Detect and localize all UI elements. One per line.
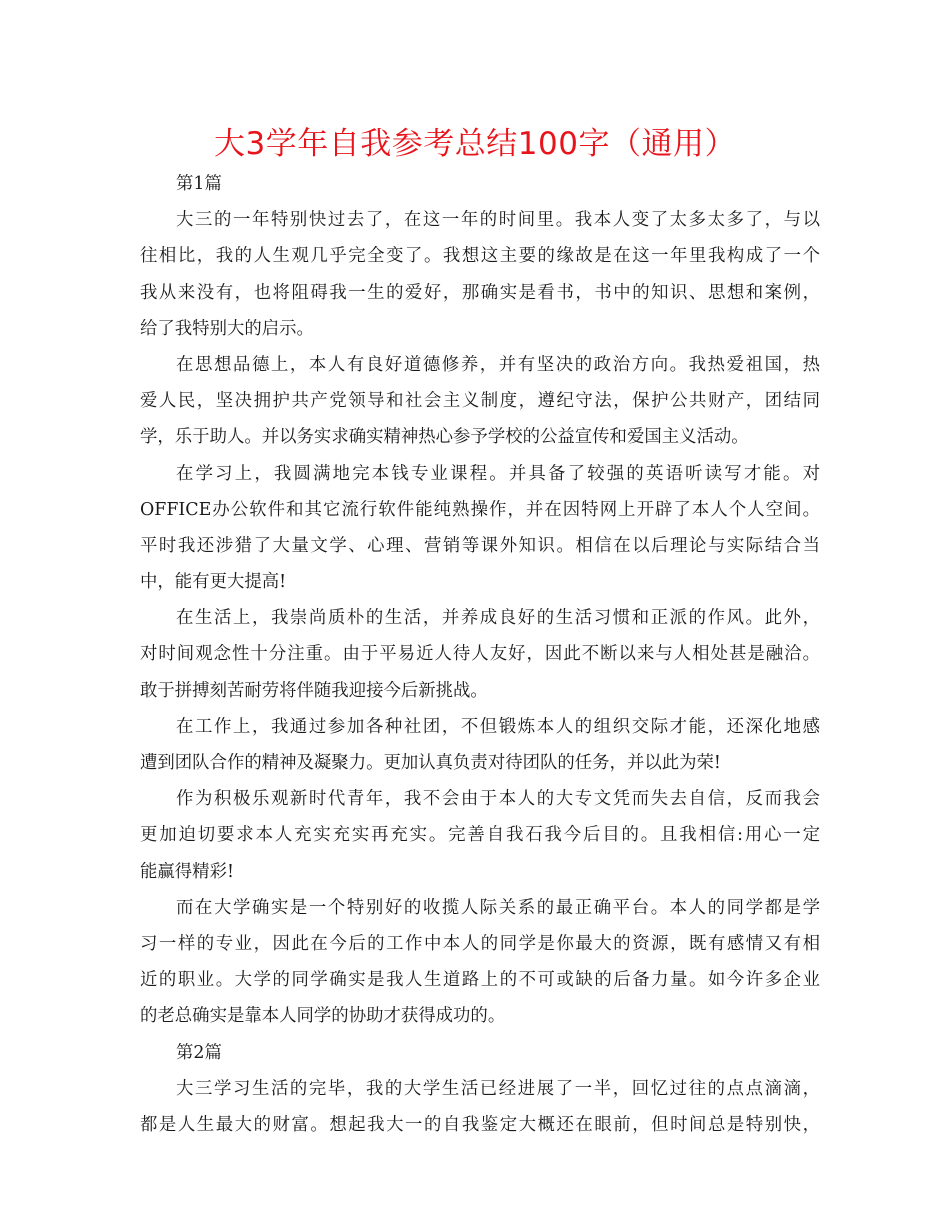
text-line: 第2篇 [176, 1042, 222, 1063]
text-line: 给了我特别大的启示。 [140, 318, 314, 339]
text-line: 学，乐于助人。并以务实求确实精神热心参予学校的公益宣传和爱国主义活动。 [140, 427, 749, 448]
text-line: 在工作上，我通过参加各种社团，不但锻炼本人的组织交际才能，还深化地感 [176, 716, 820, 737]
text-line: 爱人民，坚决拥护共产党领导和社会主义制度，遵纪守法，保护公共财产，团结同 [140, 391, 820, 412]
text-line: 而在大学确实是一个特别好的收揽人际关系的最正确平台。本人的同学都是学 [176, 897, 820, 918]
text-line: 更加迫切要求本人充实充实再充实。完善自我石我今后目的。且我相信:用心一定 [140, 825, 820, 846]
document-title: 大3学年自我参考总结100字（通用） [214, 126, 736, 162]
text-line: 大三的一年特别快过去了，在这一年的时间里。我本人变了太多太多了，与以 [176, 210, 820, 231]
text-line: 在思想品德上，本人有良好道德修养，并有坚决的政治方向。我热爱祖国，热 [176, 354, 820, 375]
text-line: 在学习上，我圆满地完本钱专业课程。并具备了较强的英语听读写才能。对 [176, 463, 820, 484]
text-line: 大三学习生活的完毕，我的大学生活已经进展了一半，回忆过往的点点滴滴， [176, 1078, 820, 1099]
document-body [140, 166, 820, 1143]
text-line: OFFICE办公软件和其它流行软件能纯熟操作，并在因特网上开辟了本人个人空间。 [140, 499, 820, 520]
text-line: 我从来没有，也将阻碍我一生的爱好，那确实是看书，书中的知识、思想和案例， [140, 282, 820, 303]
text-line: 往相比，我的人生观几乎完全变了。我想这主要的缘故是在这一年里我构成了一个 [140, 246, 820, 267]
text-line: 能赢得精彩! [140, 861, 234, 882]
text-line: 的老总确实是靠本人同学的协助才获得成功的。 [140, 1006, 506, 1027]
text-line: 遭到团队合作的精神及凝聚力。更加认真负责对待团队的任务，并以此为荣! [140, 753, 721, 773]
text-line: 习一样的专业，因此在今后的工作中本人的同学是你最大的资源，既有感情又有相 [140, 933, 820, 954]
text-line: 近的职业。大学的同学确实是我人生道路上的不可或缺的后备力量。如今许多企业 [140, 970, 820, 991]
text-line: 中，能有更大提高! [140, 572, 287, 593]
text-line: 对时间观念性十分注重。由于平易近人待人友好，因此不断以来与人相处甚是融洽。 [140, 644, 820, 665]
text-line: 平时我还涉猎了大量文学、心理、营销等课外知识。相信在以后理论与实际结合当 [140, 535, 820, 556]
text-line: 在生活上，我崇尚质朴的生活，并养成良好的生活习惯和正派的作风。此外， [176, 608, 820, 629]
text-line: 敢于拼搏刻苦耐劳将伴随我迎接今后新挑战。 [140, 680, 488, 701]
text-line: 都是人生最大的财富。想起我大一的自我鉴定大概还在眼前，但时间总是特别快， [140, 1114, 820, 1135]
text-line: 作为积极乐观新时代青年，我不会由于本人的大专文凭而失去自信，反而我会 [176, 789, 820, 810]
text-line: 第1篇 [176, 174, 222, 194]
